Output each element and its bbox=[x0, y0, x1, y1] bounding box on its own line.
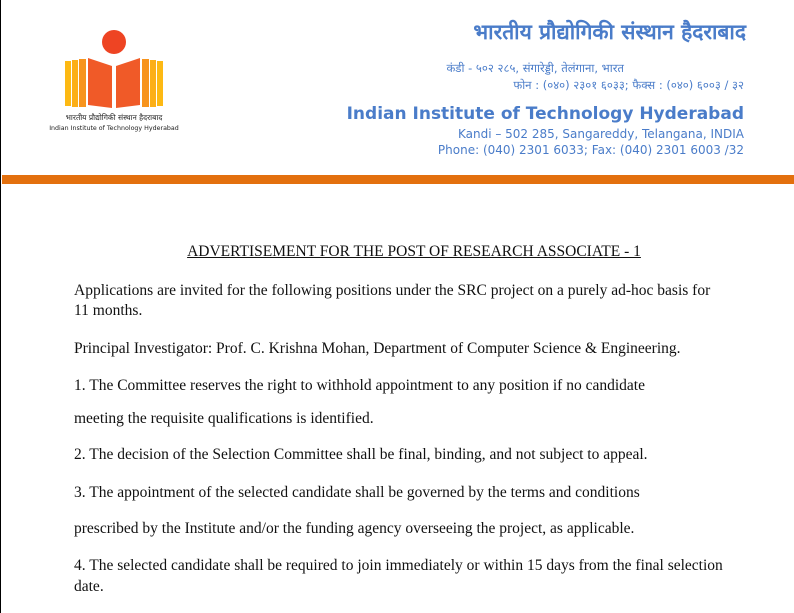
english-phone: Phone: (040) 2301 6033; Fax: (040) 2301 6003 /32 bbox=[437, 143, 744, 157]
point-4-line-1: 4. The selected candidate shall be required to join immediately or within 15 days from the final selection bbox=[74, 557, 723, 574]
iith-emblem-icon bbox=[65, 30, 163, 108]
hindi-institute-title: भारतीय प्रौद्योगिकी संस्थान हैदराबाद bbox=[473, 20, 746, 44]
point-3-line-2: prescribed by the Institute and/or the funding agency overseeing the project, as applicable. bbox=[74, 520, 635, 537]
english-address: Kandi – 502 285, Sangareddy, Telangana, INDIA bbox=[457, 127, 744, 141]
point-1-line-2: meeting the requisite qualifications is identified. bbox=[74, 410, 374, 427]
hindi-phone: फोन : (०४०) २३०१ ६०३३; फैक्स : (०४०) ६००३ / ३२ bbox=[513, 78, 744, 92]
point-1-line-1: 1. The Committee reserves the right to withhold appointment to any position if no candidate bbox=[74, 377, 645, 394]
point-3-line-1: 3. The appointment of the selected candidate shall be governed by the terms and conditions bbox=[74, 484, 640, 501]
header-divider-bar bbox=[2, 175, 794, 184]
intro-line-2: 11 months. bbox=[74, 302, 143, 319]
logo-english-caption: Indian Institute of Technology Hyderabad bbox=[49, 125, 179, 132]
point-4-line-2: date. bbox=[74, 578, 104, 595]
point-2: 2. The decision of the Selection Committee shall be final, binding, and not subject to appeal. bbox=[74, 446, 648, 463]
english-institute-title: Indian Institute of Technology Hyderabad bbox=[346, 104, 744, 124]
principal-investigator: Principal Investigator: Prof. C. Krishna Mohan, Department of Computer Science & Engineering. bbox=[74, 340, 681, 357]
advertisement-title: ADVERTISEMENT FOR THE POST OF RESEARCH ASSOCIATE - 1 bbox=[187, 243, 641, 260]
hindi-address: कंडी - ५०२ २८५, संगारेड्डी, तेलंगाना, भारत bbox=[446, 61, 624, 75]
intro-line-1: Applications are invited for the following positions under the SRC project on a purely ad-hoc basis for bbox=[74, 282, 711, 299]
logo-hindi-caption: भारतीय प्रौद्योगिकी संस्थान हैदराबाद bbox=[65, 113, 163, 122]
iith-logo bbox=[49, 30, 179, 132]
